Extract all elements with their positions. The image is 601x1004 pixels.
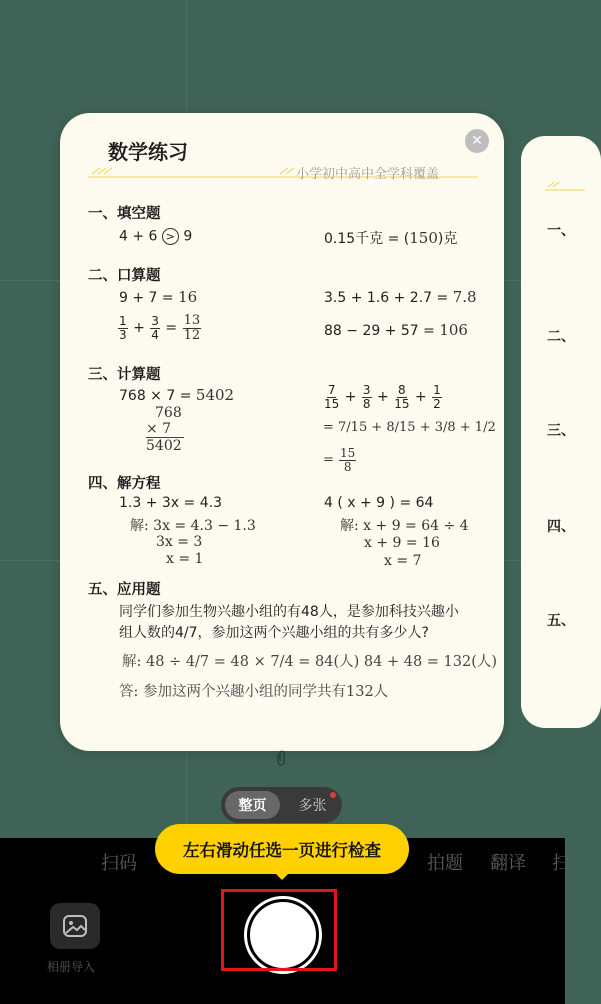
- handwritten-answer: >: [162, 228, 179, 245]
- denominator: 12: [183, 327, 201, 343]
- question-text: 3.5 + 1.6 + 2.7 =: [324, 290, 449, 306]
- question-text: 88 − 29 + 57 =: [324, 323, 435, 339]
- handwritten-work: 3x = 3: [156, 534, 203, 550]
- handwritten-answer: 5402: [195, 386, 235, 404]
- numerator: 3: [151, 314, 159, 329]
- question-text: )克: [437, 231, 458, 247]
- fraction: [339, 447, 356, 473]
- word-problem: 同学们参加生物兴趣小组的有48人，是参加科技兴趣小组人数的4/7，参加这两个兴趣小组的共有多少人?: [119, 604, 459, 641]
- operator: +: [133, 320, 145, 337]
- handwritten-work: 解: x + 9 = 64 ÷ 4: [340, 518, 469, 534]
- tab-photo-question[interactable]: 拍题: [427, 853, 463, 874]
- question-text: 0.15千克 = (: [324, 231, 410, 247]
- handwritten-work: 768: [155, 405, 182, 421]
- image-icon: [62, 914, 88, 938]
- denominator: 3: [119, 327, 127, 342]
- handwritten-work: = $\frac{15}{8}$: [323, 446, 356, 474]
- handwritten-answer: 16: [178, 288, 198, 306]
- handwritten-answer: 答: 参加这两个兴趣小组的同学共有132人: [119, 684, 389, 700]
- denominator: 2: [433, 396, 441, 411]
- handwritten-answer: 106: [439, 321, 468, 339]
- next-page-card[interactable]: [521, 136, 601, 728]
- fraction: [362, 384, 372, 410]
- close-icon[interactable]: ✕: [465, 129, 489, 153]
- album-import-label: 相册导入: [47, 960, 96, 974]
- question: $\frac{7}{15}$ + $\frac{3}{8}$ + $\frac{8}{15}$ + $\frac{1}{2}$: [324, 383, 441, 411]
- tab-scan-code[interactable]: 扫码: [101, 853, 137, 874]
- numerator: 3: [362, 383, 371, 397]
- paperclip-icon: [275, 750, 287, 767]
- page-subtitle: 小学初中高中全学科覆盖: [296, 167, 440, 182]
- question: [119, 288, 197, 306]
- question-text: 4 ( x + 9 ) = 64: [324, 495, 434, 511]
- page-mode-toggle[interactable]: [221, 787, 342, 823]
- next-section-1: 一、: [547, 223, 575, 239]
- single-page-option[interactable]: 整页: [225, 791, 280, 819]
- handwritten-answer: 150: [409, 229, 438, 247]
- handwritten-work: × 7: [146, 421, 184, 438]
- fraction: [432, 384, 442, 410]
- highlight-frame: [221, 889, 337, 971]
- question: [119, 228, 192, 245]
- handwritten-answer: [183, 314, 202, 342]
- question-text: 9: [183, 228, 193, 245]
- handwritten-work: x + 9 = 16: [364, 535, 440, 551]
- question: [119, 386, 234, 404]
- denominator: 4: [151, 327, 159, 342]
- fraction: [118, 315, 128, 341]
- question-text: 768 × 7 =: [119, 388, 192, 404]
- new-badge-dot: [330, 792, 336, 798]
- fraction: [394, 384, 409, 410]
- page-title: 数学练习: [108, 140, 188, 164]
- next-section-2: 二、: [547, 329, 575, 345]
- handwritten-answer: 7.8: [452, 288, 477, 306]
- numerator: 1: [119, 314, 127, 329]
- question-text: 4 + 6: [119, 228, 158, 245]
- numerator: 7: [327, 383, 336, 397]
- question-text: 9 + 7 =: [119, 290, 174, 306]
- numerator: 1: [433, 383, 441, 397]
- title-decoration: [545, 182, 585, 192]
- handwritten-work: = 7/15 + 8/15 + 3/8 + 1/2: [323, 420, 496, 435]
- handwritten-work: 解: 3x = 4.3 − 1.3: [130, 518, 256, 534]
- denominator: 8: [343, 459, 352, 474]
- fraction: [150, 315, 160, 341]
- numerator: 15: [340, 446, 356, 460]
- denominator: 8: [362, 396, 371, 411]
- question: [324, 321, 468, 339]
- multi-page-option[interactable]: 多张: [298, 798, 327, 814]
- denominator: 15: [394, 396, 410, 411]
- tab-translate[interactable]: 翻译: [490, 853, 526, 874]
- section-heading: 三、计算题: [88, 367, 161, 383]
- swipe-tip: 左右滑动任选一页进行检查: [155, 824, 409, 874]
- handwritten-work: x = 7: [384, 553, 422, 569]
- next-section-3: 三、: [547, 423, 575, 439]
- operator: =: [165, 320, 178, 337]
- section-heading: 一、填空题: [88, 206, 161, 222]
- tip-arrow: [274, 872, 290, 880]
- next-section-5: 五、: [547, 613, 575, 629]
- denominator: 15: [324, 396, 340, 411]
- section-heading: 二、口算题: [88, 268, 161, 284]
- question: [324, 228, 457, 248]
- section-heading: 五、应用题: [88, 582, 161, 598]
- question: [324, 288, 477, 306]
- handwritten-work: 5402: [146, 438, 182, 454]
- album-import-button[interactable]: [50, 903, 100, 949]
- handwritten-work: 解: 48 ÷ 4/7 = 48 × 7/4 = 84(人) 84 + 48 = 132(人): [122, 654, 498, 670]
- numerator: 8: [398, 383, 406, 397]
- fraction: [324, 384, 339, 410]
- question-text: 1.3 + 3x = 4.3: [119, 495, 222, 511]
- numerator: 13: [183, 313, 201, 328]
- section-heading: 四、解方程: [88, 476, 161, 492]
- handwritten-work: x = 1: [166, 551, 204, 567]
- question: [117, 314, 202, 342]
- tab-scan[interactable]: 扫: [552, 853, 570, 874]
- next-section-4: 四、: [547, 519, 575, 535]
